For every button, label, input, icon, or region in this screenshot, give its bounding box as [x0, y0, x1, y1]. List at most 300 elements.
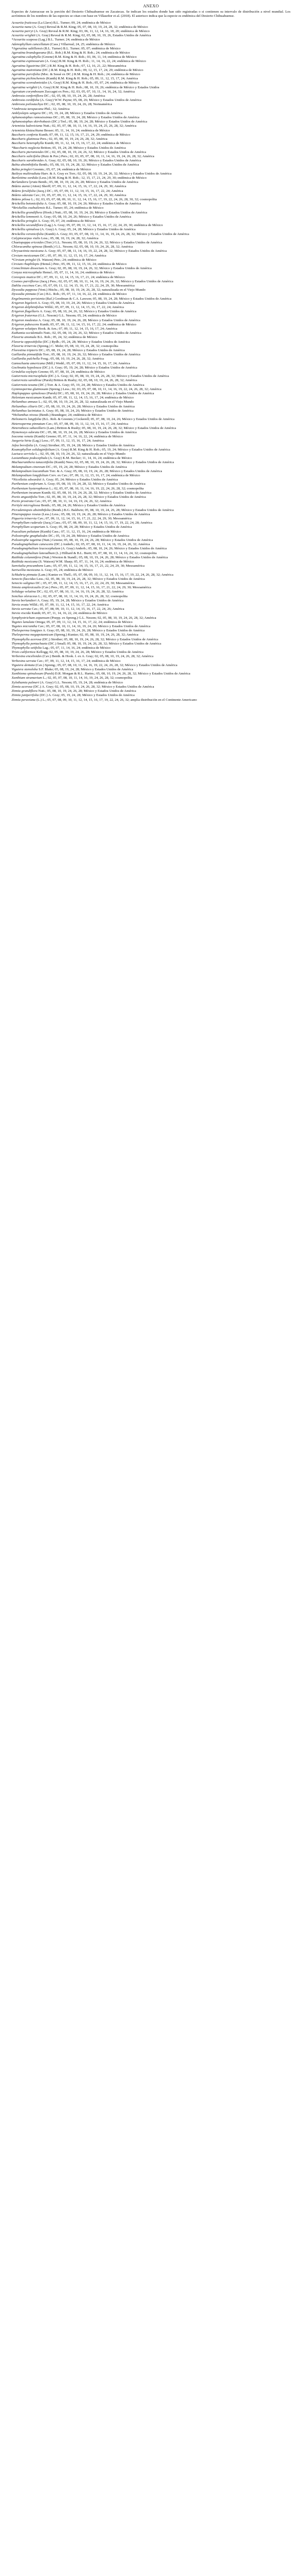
- species-entry: [12, 650, 290, 655]
- species-entry: [12, 237, 290, 241]
- species-name: Sonchus oleraceus: [12, 594, 38, 598]
- species-entry: [12, 405, 290, 409]
- species-entry: [12, 603, 290, 607]
- species-entry: [12, 73, 290, 77]
- species-name: Porophyllum scoparium: [12, 525, 45, 529]
- species-entry: [12, 211, 290, 215]
- species-details: B.L. Rob.; 05, 24, 32; endémica de México: [36, 335, 98, 340]
- species-details: A. Gray; 05, 07, 08, 11, 14, 16, 19, 22, 24, 28, 32; México y Estados Unidos de América: [43, 249, 167, 253]
- species-details: (Spreng.) Less.; 02, 03, 05, 07, 08, 10, 11, 14, 16, 19, 22, 24, 26, 28, 32; América: [48, 387, 162, 391]
- species-name: Ageratina wrightii: [12, 85, 37, 89]
- species-details: (Torr.) G.L. Nesom; 05, 08, 10, 19, 24, 26, 32; México y Estados Unidos de América: [44, 240, 162, 244]
- species-details: (A. Gray) G.L. Nesom; 05, 19, 24, 28; endémica de México: [39, 680, 123, 684]
- species-name: Sartwellia mexicana: [12, 568, 40, 573]
- species-details: (Pursh) Britton & Rusby; 02, 05, 08, 10, 19, 24, 26, 28, 32; América: [41, 379, 137, 383]
- species-entry: [12, 159, 290, 163]
- species-details: DC.; 05, 19, 24, 28; México y Estados Unidos de América: [47, 534, 129, 538]
- species-name: Ageratina espinosarum: [12, 59, 44, 64]
- species-name: Solidago velutina: [12, 590, 36, 594]
- species-entry: [12, 499, 290, 504]
- species-details: (Cav.) Spreng.; 05, 07, 08, 10, 11, 14, 16, 19, 22, 24, 26, 28, 32; México y Estados Unidos de América: [35, 663, 178, 667]
- species-name: Flaveria oppositifolia: [12, 340, 42, 344]
- species-details: (Poepp. ex Spreng.) G.L. Nesom; 02, 05, 08, 10, 19, 24, 26, 28, 32; América: [49, 616, 157, 620]
- species-name: Jefea brevifolia: [12, 443, 33, 447]
- species-entry: [12, 202, 290, 206]
- species-name: Isocoma veneta: [12, 435, 34, 439]
- species-details: (DC.) Anderb.; 02, 05, 07, 08, 10, 11, 14, 16, 19, 24, 26, 32; América: [53, 543, 150, 547]
- species-entry: [12, 349, 290, 353]
- species-details: Besser; 05, 11, 14, 16, 24; endémica de México: [43, 128, 110, 132]
- species-entry: [12, 262, 290, 267]
- species-details: (Nutt.) Greene; 05, 08, 10, 19, 24, 26, 28; México y Estados Unidos de América: [41, 538, 153, 542]
- species-entry: [12, 370, 290, 374]
- species-entry: [12, 646, 290, 650]
- species-entry: [12, 444, 290, 448]
- species-details: Cav.; 07, 09, 11, 12, 14, 15, 16, 17, 21, 22, 24, 29, 30; Mesoamérica: [36, 516, 132, 520]
- species-details: Nutt.; 02, 05, 07, 08, 10, 11, 14, 16, 19, 24, 25, 26, 28, 32; América: [42, 124, 137, 128]
- species-name: Schkuhria pinnata: [12, 573, 37, 577]
- species-details: DC.; 05, 07, 09, 11, 12, 14, 15, 16, 17, 21, 22, 24, 29, 30; Mesoamérica: [35, 581, 135, 586]
- species-entry: [12, 465, 290, 469]
- species-entry: [12, 577, 290, 581]
- species-details: Benth.; 05, 08, 24, 26; México y Estados Unidos de América: [40, 504, 126, 508]
- intro-paragraph: Especies de Asteraceae en la porción del Desierto Chihuahuense en Zacatecas. Se indican los estados donde han sido registradas o si contienen su intervalo de distribución a nivel mundial. Los acrónimos de los nombres de las especies se citan con base en Villaseñor et al. (2018). El asterisco indica que la especie es endémica del Desierto Chihuahuense.: [12, 10, 290, 18]
- species-name: Berlandiera lyrata: [12, 180, 38, 185]
- species-name: *Acourtia scaposa: [12, 38, 38, 42]
- species-name: Aphanostephus ramosissimus: [12, 116, 53, 120]
- species-entry: [12, 241, 290, 245]
- species-details: (Hemsl.) Petr.; 05, 09, 11, 12, 15, 16, 24; endémica de México: [39, 262, 127, 266]
- species-details: (Lam.) Britton & Rusby; 05, 08, 10, 19, 24, 26, 28, 32; México y Estados Unidos de América: [46, 426, 176, 430]
- page-title: ANEXO: [143, 4, 159, 8]
- species-name: Bidens aurea: [12, 185, 30, 189]
- species-details: Greene; 05, 07, 08, 10, 24; endémica de México: [37, 370, 105, 374]
- species-details: Kunth; 05, 07, 09, 11, 12, 14, 15, 16, 17, 24; endémica de México: [41, 396, 134, 400]
- species-entry: [12, 435, 290, 439]
- species-entry: [12, 409, 290, 413]
- species-name: Baccharis salicifolia: [12, 154, 40, 158]
- species-name: Parthenium incanum: [12, 490, 41, 495]
- species-details: DC.; 07, 09, 11, 12, 14, 15, 16, 17, 21, 24; endémica de México: [36, 275, 125, 279]
- species-entry: [12, 215, 290, 219]
- species-details: Torr. & A. Gray; 05, 08, 10, 19, 24, 26, 28; México y Estados Unidos de América: [48, 469, 162, 473]
- species-name: Verbesina encelioides: [12, 655, 42, 659]
- species-entry: [12, 344, 290, 349]
- species-name: Dyssodia pinnata: [12, 292, 36, 297]
- species-details: Hook. & Arn.; 07, 09, 11, 12, 14, 15, 16, 17, 24; América: [37, 327, 118, 331]
- species-entry: [12, 137, 290, 141]
- species-details: DC.; 02, 05, 08, 10, 19, 24, 26, 32; México y Estados Unidos de América: [44, 150, 147, 154]
- species-entry: [12, 474, 290, 478]
- species-name: Ageratina scorodonioides: [12, 81, 48, 85]
- species-entry: [12, 245, 290, 249]
- species-details: (Ruiz & Pav.) Pers.; 02, 03, 05, 07, 08, 10, 11, 14, 16, 19, 24, 26, 28, 32; América: [40, 154, 154, 158]
- species-name: Zinnia juniperifolia: [12, 693, 39, 698]
- species-name: Bidens ferulifolia: [12, 189, 36, 193]
- species-entry: [12, 452, 290, 456]
- species-name: Gutierrezia microcephala: [12, 374, 47, 379]
- species-entry: [12, 508, 290, 513]
- species-details: B.L. Turner; 05, 24; endémica de México: [45, 206, 103, 210]
- species-name: Gochnatia hypoleuca: [12, 365, 41, 370]
- species-name: Hymenoxys odorata: [12, 430, 39, 434]
- species-details: (DC.) R.M. King & H. Rob.; 07, 12, 16, 21, 22; Mesoamérica: [39, 64, 127, 68]
- species-details: (Aiton) Sherff; 07, 09, 11, 12, 14, 15, 16, 17, 22, 24, 29, 30; América: [29, 185, 127, 189]
- species-entry: [12, 327, 290, 331]
- species-name: Tagetes micrantha: [12, 625, 37, 629]
- species-details: (Cav.) Pers.; 05, 07, 09, 11, 12, 14, 15, 16, 17, 21, 22, 24, 29, 30; Mesoamérica: [40, 586, 151, 590]
- species-details: (A. Gray) K.M. Becker; 11, 14, 16, 24; endémica de México: [47, 456, 132, 461]
- species-name: Coreopsis mutica: [12, 275, 36, 279]
- species-name: Flaveria anomala: [12, 335, 37, 340]
- species-entry: [12, 116, 290, 120]
- species-name: Gutierrezia texana: [12, 383, 38, 387]
- species-name: Ratibida mexicana: [12, 560, 38, 564]
- species-name: Bahia pringlei: [12, 167, 32, 171]
- species-name: Conyza microcephala: [12, 271, 42, 275]
- species-details: Lag.; 05, 07, 11, 14, 16, 24; endémica de México: [41, 646, 111, 650]
- species-entry: [12, 163, 290, 167]
- species-details: Phil.; 32; América: [43, 107, 70, 111]
- species-entry: [12, 141, 290, 146]
- species-details: DC.; 02, 05, 07, 08, 10, 11, 14, 16, 19, 24, 26, 28, 32; América: [36, 590, 124, 594]
- species-name: Pinaropappus roseus: [12, 512, 41, 516]
- species-details: (Mill.) Wedd.; 05, 07, 09, 11, 12, 14, 15, 16, 17, 24; América: [45, 361, 130, 365]
- species-entry: [12, 581, 290, 586]
- species-name: Baccharis sarothroides: [12, 159, 44, 163]
- species-details: (Jacq.) Cass.; 05, 07, 08, 09, 10, 11, 12, 14, 15, 16, 17, 19, 22, 24, 28; América: [42, 521, 152, 525]
- species-details: Kunth; 07, 09, 11, 12, 15, 16, 17, 21, 24, 29; endémica de México: [38, 132, 130, 137]
- species-details: Less.; 05, 08, 10, 19, 24, 28, 32; América: [40, 236, 99, 240]
- species-entry: [12, 487, 290, 491]
- species-entry: [12, 301, 290, 305]
- species-entry: [12, 426, 290, 431]
- species-details: DC.; 02, 05, 08, 10, 19, 24, 26, 28; América: [43, 94, 105, 98]
- species-name: Helianthus ciliaris: [12, 404, 38, 408]
- species-details: (Less.) R.M. King & H. Rob.; 12, 15, 17, 21, 24, 29, 30; endémica de México: [38, 176, 147, 180]
- species-details: Nutt.; 05, 08, 10, 19, 24, 26, 28; México y Estados Unidos de América: [37, 689, 136, 693]
- species-details: (A. Gray) R.M. King & H. Rob.; 05, 19, 24; México y Estados Unidos de América: [55, 447, 170, 452]
- species-entry: [12, 387, 290, 392]
- species-details: Willd.; 05, 07, 09, 11, 12, 14, 15, 16, 17, 22, 24; América: [44, 305, 124, 310]
- species-name: *Cirsium pringlei: [12, 258, 37, 262]
- species-name: Euthamia occidentalis: [12, 331, 43, 335]
- species-entry: [12, 655, 290, 659]
- species-entry: [12, 68, 290, 73]
- species-entry: [12, 482, 290, 486]
- species-details: (DC.) A. Gray; 02, 05, 08, 10, 19, 24, 26, 28, 32; México y Estados Unidos de América: [32, 684, 154, 689]
- species-name: Acourtia fruticosa: [12, 21, 37, 25]
- species-entry: [12, 513, 290, 517]
- species-details: A. Gray; 05, 24; México y Estados Unidos de América: [41, 478, 118, 482]
- species-entry: [12, 254, 290, 258]
- species-details: Cav.; 07, 09, 11, 12, 14, 15, 16, 17, 24; endémica de México: [36, 659, 121, 663]
- species-entry: [12, 517, 290, 521]
- species-details: (Lag.) Less.; 07, 09, 11, 12, 15, 16, 17, 24; América: [31, 439, 104, 443]
- species-entry: [12, 551, 290, 556]
- species-name: *Ageratina saltillensis: [12, 46, 43, 50]
- species-entry: [12, 448, 290, 452]
- species-name: Pseudognaphalium canescens: [12, 543, 54, 547]
- species-details: Willd.; 05, 07, 09, 11, 12, 14, 15, 16, 17, 22, 24; América: [28, 603, 109, 607]
- species-entry: [12, 595, 290, 599]
- species-details: DC.; 05, 19, 24, 28; México y Estados Unidos de América: [40, 111, 122, 115]
- species-name: Ageratina mairetiana: [12, 68, 41, 72]
- species-name: Florestina tripteris: [12, 349, 38, 353]
- species-name: Artemisia klotzschiana: [12, 128, 44, 132]
- species-name: Sanvitalia procumbens: [12, 564, 44, 568]
- species-entry: [12, 176, 290, 180]
- species-details: (G.L. Nesom) G.L. Nesom; 05, 24; endémica de México: [37, 314, 117, 318]
- species-name: Thelesperma longipes: [12, 629, 43, 633]
- species-details: A. Gray; 05, 08, 10, 19, 24, 26; México y Estados Unidos de América: [37, 301, 134, 305]
- species-list: [12, 21, 290, 702]
- species-details: DC.; 05, 07, 09, 11, 12, 15, 16, 17, 24; América: [39, 253, 107, 258]
- species-name: Tagetes lunulata: [12, 620, 35, 624]
- species-details: Kunth; 05, 07, 11, 14, 16, 22, 24; endémica de México: [30, 611, 108, 616]
- species-entry: [12, 478, 290, 482]
- species-entry: [12, 607, 290, 611]
- species-details: A. Gray; 05, 08, 10, 19, 24, 26, 28; México y Estados Unidos de América: [42, 629, 145, 633]
- species-name: Chloracantha spinosa: [12, 245, 43, 249]
- species-entry: [12, 258, 290, 262]
- species-entry: [12, 439, 290, 443]
- species-details: DC.; 02, 05, 08, 10, 19, 24, 26, 28; Norteamérica: [43, 103, 112, 107]
- species-details: DC.; 05, 08, 10, 19, 24, 26, 28; México y Estados Unidos de América: [37, 404, 135, 408]
- species-details: L.; 02, 05, 07, 08, 10, 11, 14, 16, 19, 24, 26, 28, 32; cosmopolita: [37, 594, 128, 598]
- species-name: Calyptocarpus vialis: [12, 236, 40, 240]
- species-name: Acourtia nana: [12, 25, 32, 29]
- species-details: (B.L. Turner) B.L. Turner; 05, 07; endémica de México: [43, 46, 121, 50]
- species-details: Hemsl.; 05, 07, 11, 14, 16, 24; endémica de México: [41, 271, 114, 275]
- species-details: Benth.; 05, 08, 10, 19, 24, 26, 28; México y Estados Unidos de América: [37, 180, 139, 185]
- species-name: Erigeron flagellaris: [12, 310, 39, 314]
- species-name: Erigeron delphinifolius: [12, 305, 44, 310]
- species-entry: [12, 616, 290, 620]
- species-details: (DC.) Torr. & A. Gray; 05, 19, 24, 28; México y Estados Unidos de América: [37, 383, 144, 387]
- species-entry: [12, 491, 290, 495]
- species-entry: [12, 107, 290, 111]
- species-entry: [12, 461, 290, 465]
- species-name: Baccharis pteronioides: [12, 150, 44, 154]
- species-name: Senecio flaccidus: [12, 577, 36, 581]
- species-entry: [12, 193, 290, 198]
- species-details: L.; 02, 05, 08, 10, 19, 24, 26, 32; naturalizada en el Viejo Mundo: [34, 452, 126, 456]
- species-entry: [12, 335, 290, 340]
- species-details: (A. Gray) Strother; 05, 19, 24, 28; México y Estados Unidos de América: [33, 443, 135, 447]
- species-entry: [12, 310, 290, 314]
- species-name: Piqueria trinervia: [12, 516, 37, 520]
- species-entry: [12, 189, 290, 193]
- species-name: Brickellia pringlei: [12, 219, 37, 223]
- species-name: Jaegeria hirta: [12, 439, 32, 443]
- species-entry: [12, 232, 290, 237]
- species-name: Artemisia ludoviciana: [12, 124, 43, 128]
- species-name: Engelmannia peristenia: [12, 297, 45, 301]
- species-name: Baileya multiradiata: [12, 171, 40, 176]
- species-details: A. Gray; 05, 08, 10, 24, 26; México y Estados Unidos de América: [39, 214, 131, 219]
- species-entry: [12, 633, 290, 637]
- species-details: (A. Gray) A. Gray; 05, 24, 28; México y Estados Unidos de América: [39, 228, 136, 232]
- species-details: (Cav.) Benth. & Hook. f. ex A. Gray; 02, 05, 08, 10, 19, 24, 26, 28, 32; América: [41, 655, 153, 659]
- species-name: Acourtia parryi: [12, 29, 34, 34]
- species-name: Lactuca serriola: [12, 452, 35, 456]
- species-name: Ageratina calophylla: [12, 55, 41, 59]
- species-details: Cav.; 05, 07, 08, 10, 11, 14, 16, 19, 24, 26; México y Estados Unidos de América: [37, 625, 151, 629]
- species-name: Verbesina serrata: [12, 659, 36, 663]
- species-name: Erigeron bigelovii: [12, 301, 37, 305]
- species-name: Koanophyllon solidaginifolium: [12, 447, 55, 452]
- species-name: Brickellia secundiflora: [12, 223, 44, 228]
- species-name: Lasianthaea podocephala: [12, 456, 48, 461]
- species-entry: [12, 676, 290, 680]
- species-entry: [12, 681, 290, 685]
- species-details: Zuccagni ex Pers.; 02, 03, 05, 07, 10, 11, 14, 16, 24, 32; América: [44, 89, 135, 94]
- species-name: Melampodium leucanthum: [12, 469, 49, 473]
- species-entry: [12, 172, 290, 176]
- species-entry: [12, 525, 290, 529]
- species-entry: [12, 228, 290, 232]
- species-details: (Benth.) Brandegee; 24; endémica de México: [38, 413, 102, 417]
- species-name: Xanthisma spinulosum: [12, 672, 43, 676]
- species-name: Helianthus annuus: [12, 400, 38, 404]
- species-details: Kunth; 02, 05, 08, 10, 19, 24, 26, 28, 32; México y Estados Unidos de América: [40, 490, 152, 495]
- species-entry: [12, 155, 290, 159]
- species-entry: [12, 288, 290, 292]
- species-entry: [12, 47, 290, 51]
- species-name: Chaetopappa ericoides: [12, 240, 44, 244]
- species-details: (S. Watson) W.M. Sharp; 05, 07, 11, 14, 16, 24; endémica de México: [37, 560, 134, 564]
- species-details: (DC.) A. Gray; 05, 19, 24, 28; México y Estados Unidos de América: [41, 365, 137, 370]
- species-details: (L.) L.; 05, 07, 08, 09, 10, 11, 12, 14, 15, 16, 17, 19, 22, 24, 26, 32; amplia distribución en el Continente Americano: [35, 698, 197, 702]
- species-entry: [12, 629, 290, 633]
- species-name: *Helianthus niveus: [12, 413, 38, 417]
- species-name: Chrysactinia mexicana: [12, 249, 44, 253]
- species-name: Brickellia veronicifolia: [12, 232, 44, 236]
- species-name: Erigeron pubescens: [12, 322, 39, 326]
- species-details: DC.; 05, 08, 19, 24, 28; México y Estados Unidos de América: [52, 116, 140, 120]
- species-entry: [12, 534, 290, 538]
- species-name: Ratibida columnifera: [12, 555, 41, 559]
- species-details: (A. Gray) Reveal & R.M. King; 03, 06, 11, 12, 14, 16, 18, 20; endémica de México: [33, 29, 150, 34]
- species-name: Ambrosia cordifolia: [12, 98, 39, 103]
- species-details: (DC.) Trel.; 05, 08, 19, 24, 28; México y Estados Unidos de América: [50, 120, 148, 124]
- species-name: Gaillardia pinnatifida: [12, 353, 43, 357]
- species-entry: [12, 198, 290, 202]
- species-entry: [12, 672, 290, 676]
- species-name: Ageratina brandegeeana: [12, 51, 46, 55]
- species-name: Thymophylla setifolia: [12, 646, 42, 650]
- species-name: Senecio salignus: [12, 581, 35, 586]
- species-entry: [12, 90, 290, 94]
- species-name: Dahlia coccinea: [12, 284, 35, 288]
- species-details: (A. Gray) Anderb.; 05, 08, 10, 24, 26; México y Estados Unidos de América: [60, 547, 167, 551]
- species-details: (Vent.) Hitchc.; 05, 08, 10, 19, 24, 26, 28, 32; naturalizada en el Viejo Mundo: [37, 288, 145, 292]
- species-name: Brickellia grandiflora: [12, 210, 43, 214]
- species-entry: [12, 611, 290, 616]
- species-entry: [12, 38, 290, 42]
- species-details: L.; 02, 03, 05, 07, 08, 09, 10, 11, 12, 14, 15, 16, 17, 19, 22, 24, 26, 28, 30, 32; cosmopolita: [30, 197, 157, 201]
- species-entry: [12, 280, 290, 284]
- species-entry: [12, 51, 290, 55]
- species-name: Cosmos parviflorus: [12, 279, 39, 283]
- species-details: (A. Gray) W.W. Payne; 05, 08, 26; México y Estados Unidos de América: [39, 98, 142, 103]
- species-details: (A. Gray) R.M. King & H. Rob.; 05, 07, 24; endémica de México: [47, 81, 139, 85]
- species-name: Stevia serrata: [12, 607, 31, 611]
- species-name: Melampodium cinereum: [12, 465, 46, 469]
- species-entry: [12, 206, 290, 210]
- species-name: Baccharis glutinosa: [12, 137, 39, 141]
- species-details: (Kunth) A. Gray; 03, 05, 07, 08, 10, 11, 14, 16, 19, 24, 26, 28, 32; México y Estados Unidos de América: [44, 232, 189, 236]
- species-details: Torr.; 02, 05, 08, 10, 19, 24, 26, 28, 32; México y Estados Unidos de América: [37, 495, 146, 499]
- species-details: Cerv. ex Cav.; 07, 09, 11, 12, 15, 16, 17, 24; endémica de México: [48, 473, 140, 477]
- species-details: A. Gray; 05, 24; endémica de México: [40, 568, 93, 573]
- species-name: *Brickellia coahuilensis: [12, 206, 45, 210]
- species-name: Gutierrezia sarothrae: [12, 379, 42, 383]
- species-entry: [12, 396, 290, 400]
- species-name: Helenium mexicanum: [12, 396, 42, 400]
- species-name: Stevia viscida: [12, 611, 31, 616]
- species-details: L.; 02, 05, 08, 10, 19, 24, 26, 28, 32; naturalizada en el Viejo Mundo: [37, 400, 134, 404]
- species-details: (Lag.) B.L. Turner; 24; endémica de México: [37, 38, 100, 42]
- species-details: (B.L. Rob. & Greenm.) Cockerell; 05, 07, 08, 10, 24, 26; México y Estados Unidos de América: [41, 417, 175, 422]
- species-entry: [12, 538, 290, 543]
- species-name: Heterosperma pinnatum: [12, 422, 46, 426]
- species-entry: [12, 456, 290, 461]
- species-entry: [12, 362, 290, 366]
- species-name: Ambrosia confertiflora: [12, 94, 44, 98]
- species-name: Zinnia grandiflora: [12, 689, 38, 693]
- species-details: L.; 02, 05, 07, 08, 10, 11, 14, 16, 19, 24, 26, 28, 32; cosmopolita: [42, 676, 132, 680]
- species-details: (Kunth) Greene; 05, 07, 11, 14, 16, 22, 24; endémica de México: [33, 435, 123, 439]
- species-entry: [12, 659, 290, 663]
- species-name: Ageratina ligustrina: [12, 64, 40, 68]
- species-details: S.F. Blake; 05, 08, 19, 24, 28; México y Estados Unidos de América: [37, 668, 133, 672]
- species-name: Gymnosperma glutinosum: [12, 387, 48, 391]
- species-entry: [12, 340, 290, 344]
- species-name: Psacalium peltatum: [12, 529, 39, 534]
- species-name: Baccharis conferta: [12, 132, 38, 137]
- species-name: Parthenium hysterophorus: [12, 486, 49, 490]
- species-entry: [12, 379, 290, 383]
- species-details: Kunth; 09, 11, 12, 14, 15, 16, 17, 22, 24; endémica de México: [44, 141, 131, 146]
- species-entry: [12, 495, 290, 499]
- species-name: Heterotheca subaxillaris: [12, 426, 46, 430]
- species-entry: [12, 64, 290, 68]
- species-name: Xylothamia palmeri: [12, 680, 39, 684]
- species-name: Trixis californica: [12, 650, 36, 655]
- species-entry: [12, 642, 290, 646]
- species-entry: [12, 400, 290, 404]
- species-entry: [12, 124, 290, 128]
- species-entry: [12, 94, 290, 98]
- species-details: (A. Gray) Reveal & R.M. King; 05, 07, 08, 10, 19, 24, 28, 32; endémica de México: [31, 25, 148, 29]
- species-details: (DC.) A. Gray; 02, 05, 08, 10, 19, 24, 26, 28, 32; México y Estados Unidos de América: [47, 374, 169, 379]
- species-name: Baccharis heterophylla: [12, 141, 44, 146]
- species-details: (S. Watson) Petr.; 24; endémica de México: [36, 258, 97, 262]
- species-name: Gaillardia pulchella: [12, 357, 40, 361]
- species-details: Cav.; 01, 05, 07, 09, 11, 12, 14, 15, 16, 17, 22, 24, 29, 30; América: [33, 193, 127, 197]
- species-name: Stevia ovata: [12, 603, 29, 607]
- species-name: Thymophylla pentachaeta: [12, 641, 48, 646]
- species-name: Brickellia spinulosa: [12, 228, 39, 232]
- species-name: Ageratum corymbosum: [12, 89, 44, 94]
- species-entry: [12, 29, 290, 34]
- species-details: Lam.; 05, 07, 09, 11, 12, 14, 15, 16, 17, 21, 22, 24, 29, 30; Mesoamérica: [43, 564, 145, 568]
- species-entry: [12, 98, 290, 103]
- species-entry: [12, 59, 290, 64]
- species-entry: [12, 185, 290, 189]
